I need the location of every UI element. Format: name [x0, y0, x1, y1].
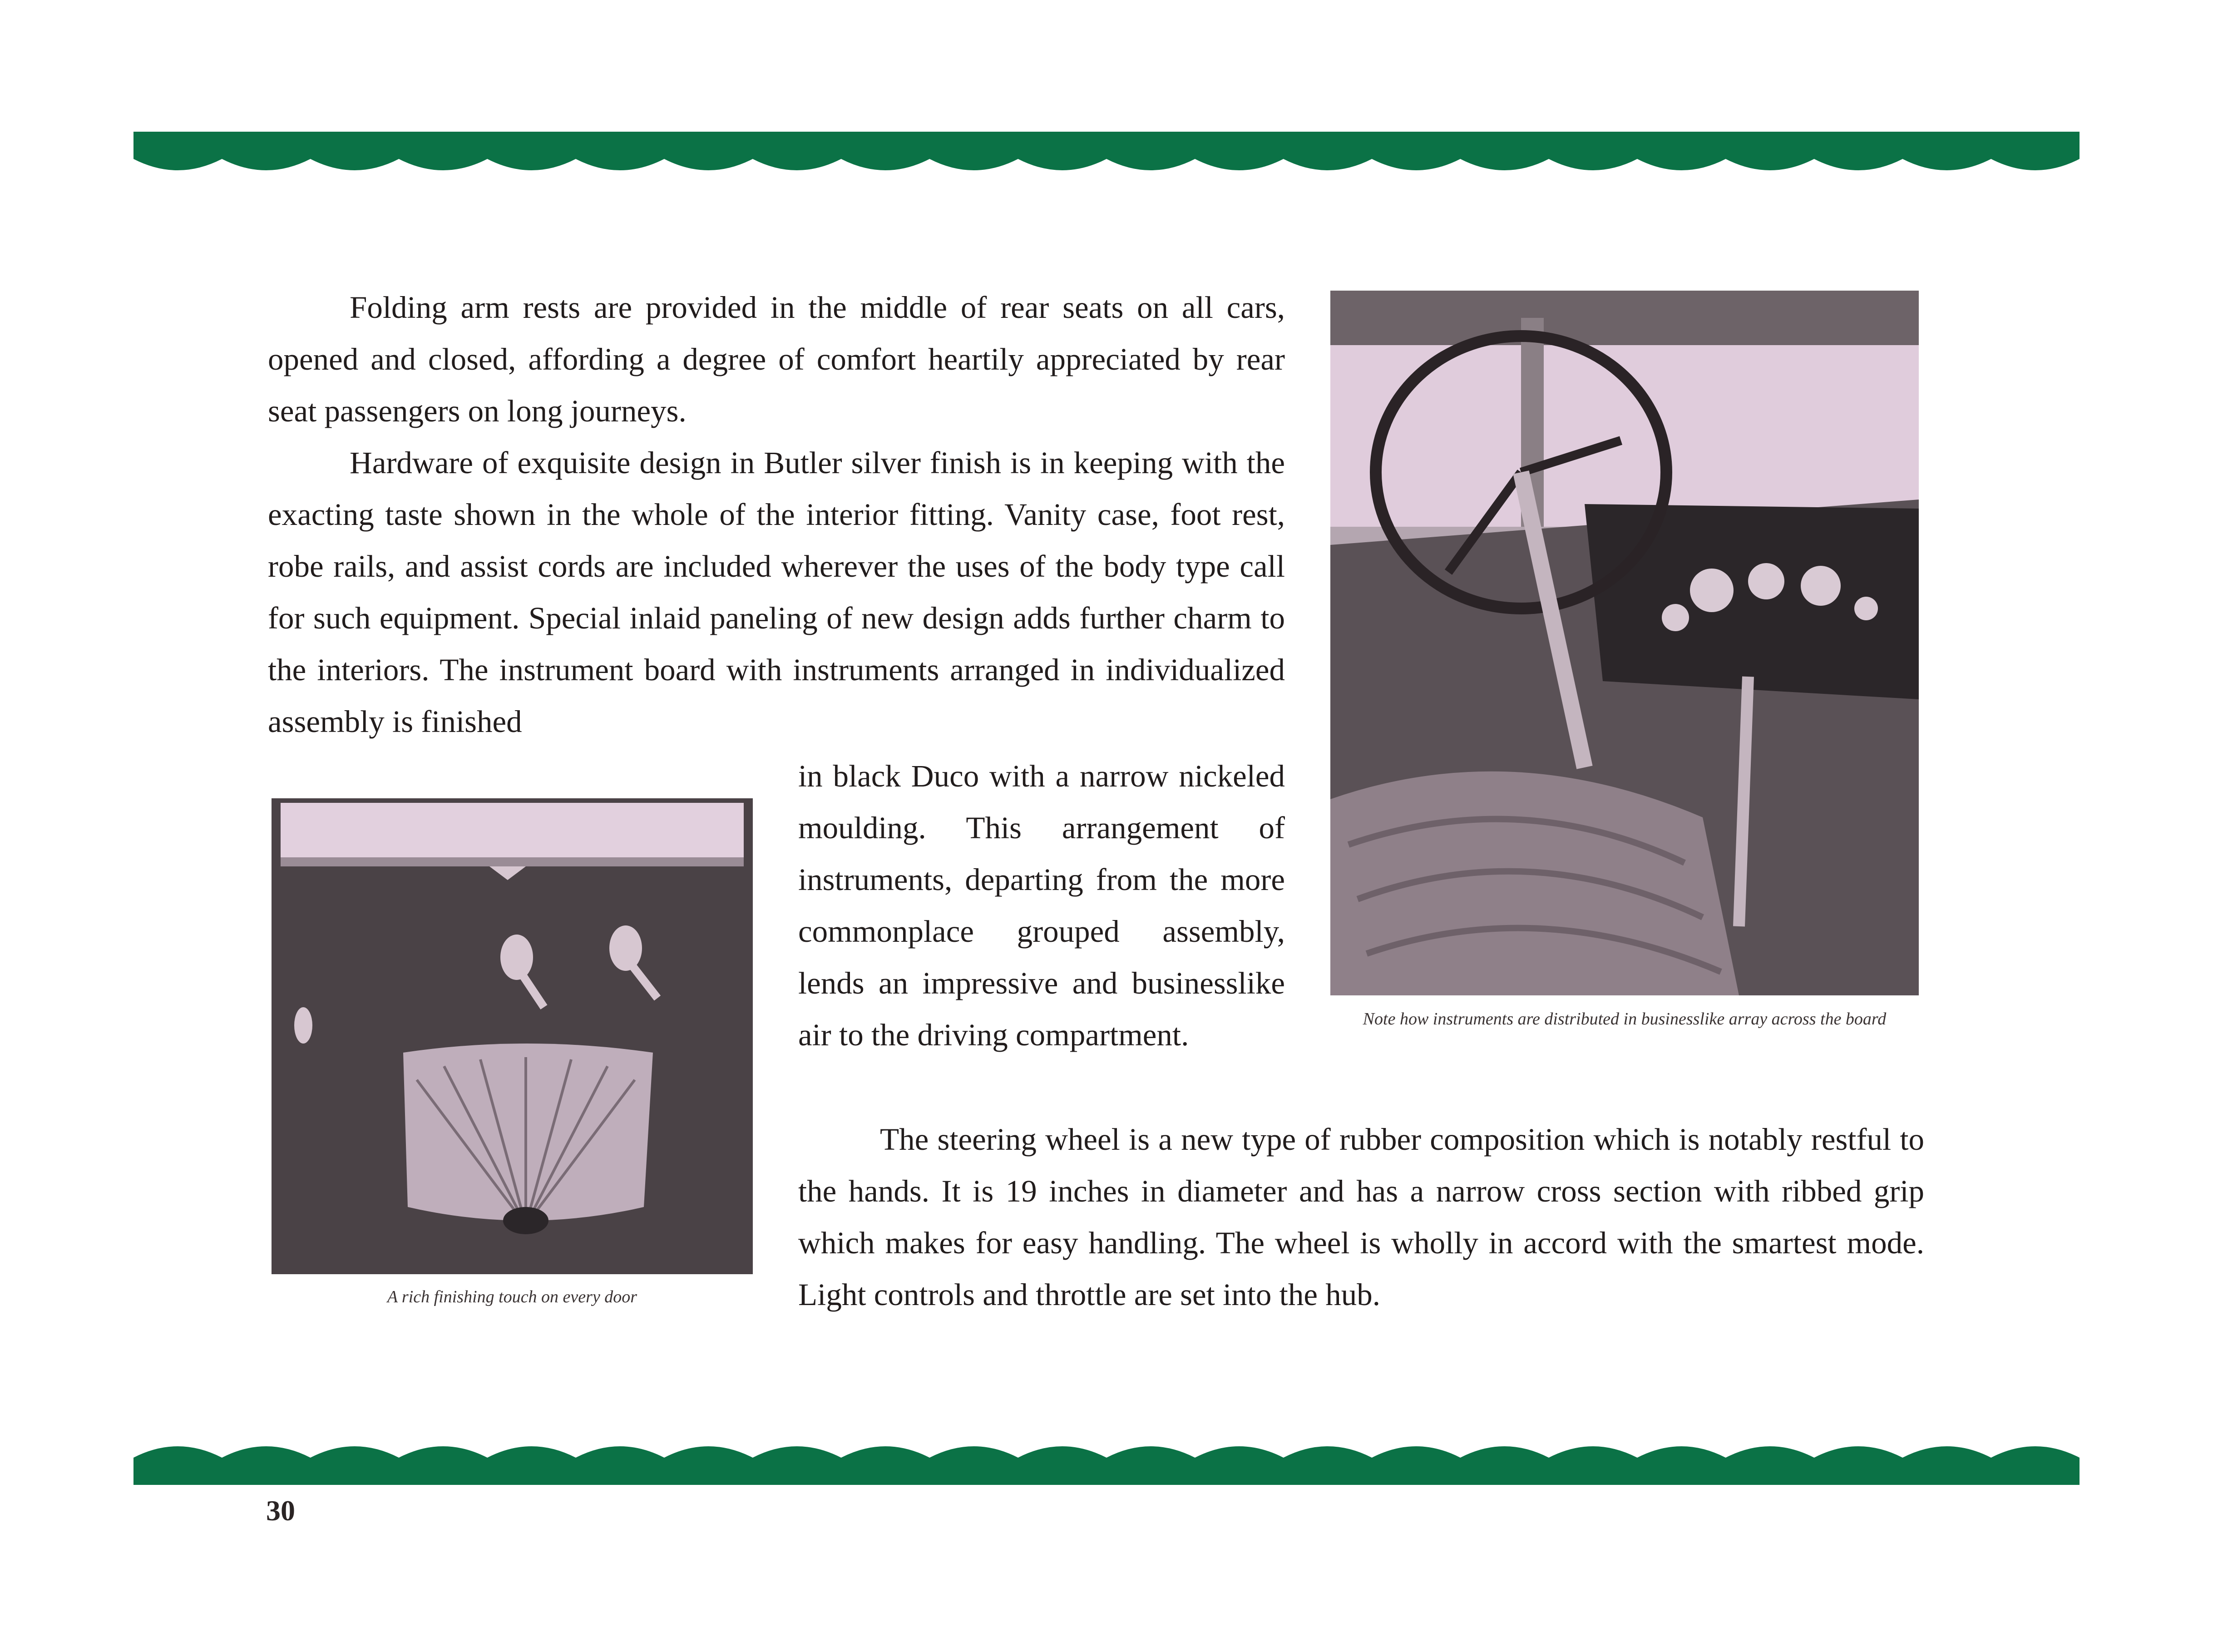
bottom-decorative-band — [133, 1435, 2080, 1485]
dashboard-illustration — [1330, 291, 1919, 995]
dashboard-photo — [1330, 291, 1919, 995]
paragraph-steering-wheel: The steering wheel is a new type of rubber composition which is notably restful to the hands. It is 19 inches in diameter and has a narrow cross section with ribbed grip which makes for easy handling. The wheel is wholly in accord with the smartest mode. Light controls and throttle are set into the hub. — [798, 1122, 1924, 1312]
page-number: 30 — [266, 1494, 295, 1527]
paragraph-instrument-board: in black Duco with a narrow nickeled moulding. This arrangement of instruments, departing from the more commonplace grouped assembly, lends an impressive and businesslike air to the driving compartment. — [798, 759, 1285, 1052]
door-photo — [272, 798, 753, 1274]
paragraph-hardware: Hardware of exquisite design in Butler silver finish is in keeping with the exacting taste shown in the whole of the interior fitting. Vanity case, foot rest, robe rails, and assist cords are included wherever the uses of the body type call for such equipment. Special inlaid paneling of new design adds further charm to the interiors. The instrument board with instruments arranged in individualized assembly is finished — [268, 445, 1285, 739]
door-illustration — [272, 798, 753, 1274]
top-decorative-band — [133, 132, 2080, 182]
top-scalloped-border — [133, 132, 2080, 182]
paragraph-arm-rests: Folding arm rests are provided in the middle of rear seats on all cars, opened and closed, affording a degree of comfort heartily appreciated by rear seat passengers on long journeys. — [268, 290, 1285, 428]
bottom-scalloped-border — [133, 1435, 2080, 1485]
door-caption: A rich finishing touch on every door — [387, 1287, 637, 1306]
dashboard-caption: Note how instruments are distributed in businesslike array across the board — [1363, 1009, 1887, 1029]
